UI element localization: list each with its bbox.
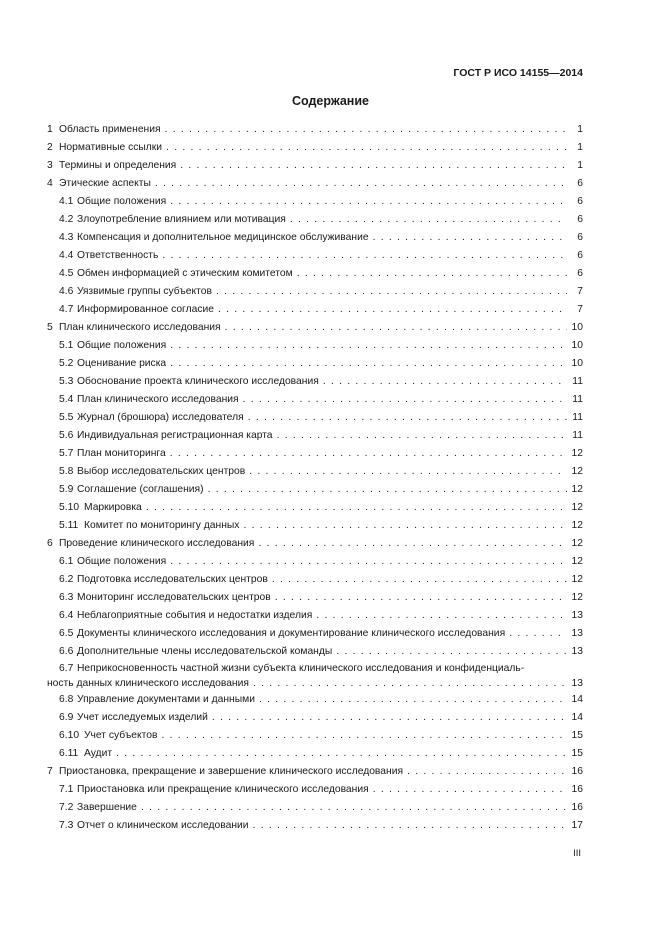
toc-entry-6-9[interactable]: [47, 709, 583, 727]
toc-entry-page: 12: [571, 556, 583, 567]
toc-entry-page: 12: [571, 448, 583, 459]
toc-entry-4-2[interactable]: [47, 211, 583, 229]
toc-entry-6-10[interactable]: [47, 727, 583, 745]
toc-entry-title: Неблагоприятные события и недостатки изделия . . .: [77, 607, 567, 625]
toc-entry-number: 4.3: [59, 232, 74, 243]
toc-entry-page: 16: [571, 802, 583, 813]
toc-entry-title: Дополнительные члены исследовательской команды . . .: [77, 643, 567, 661]
toc-entry-title: Общие положения . . .: [77, 553, 567, 571]
toc-entry-page: 10: [571, 322, 583, 333]
toc-entry-title: Подготовка исследовательских центров . . .: [77, 571, 567, 589]
toc-entry-page: 6: [577, 214, 583, 225]
toc-entry-page: 6: [577, 178, 583, 189]
toc-entry-7[interactable]: [47, 763, 583, 781]
toc-entry-5-2[interactable]: [47, 355, 583, 373]
toc-entry-title: Журнал (брошюра) исследователя . . .: [77, 409, 567, 427]
toc-entry-number: 5.11: [59, 520, 79, 531]
toc-entry-7-2[interactable]: [47, 799, 583, 817]
toc-entry-page: 11: [572, 430, 583, 441]
toc-entry-title: Уязвимые группы субъектов . . .: [77, 283, 567, 301]
toc-entry-title: Общие положения . . .: [77, 337, 567, 355]
toc-entry-page: 16: [571, 766, 583, 777]
toc-entry-number: 1: [47, 124, 53, 135]
document-code: ГОСТ Р ИСО 14155—2014: [453, 67, 583, 79]
toc-entry-5-4[interactable]: [47, 391, 583, 409]
toc-entry-title: План клинического исследования . . .: [77, 391, 567, 409]
toc-entry-page: 7: [577, 304, 583, 315]
toc-entry-number: 5.9: [59, 484, 74, 495]
toc-entry-number: 6.4: [59, 610, 74, 621]
toc-entry-title: Нормативные ссылки . . .: [59, 139, 567, 157]
toc-entry-number: 6.3: [59, 592, 74, 603]
toc-entry-title-line1: Неприкосновенность частной жизни субъекта клинического исследования и конфиденциаль-: [77, 663, 525, 674]
toc-entry-number: 7.2: [59, 802, 74, 813]
toc-entry-title: Термины и определения . . .: [59, 157, 567, 175]
toc-entry-5-11[interactable]: [47, 517, 583, 535]
toc-entry-page: 12: [571, 574, 583, 585]
toc-entry-number: 5: [47, 322, 53, 333]
toc-entry-title: План клинического исследования . . .: [59, 319, 567, 337]
toc-entry-4-6[interactable]: [47, 283, 583, 301]
toc-entry-title: Выбор исследовательских центров . . .: [77, 463, 567, 481]
toc-entry-page: 10: [571, 340, 583, 351]
toc-entry-4[interactable]: [47, 175, 583, 193]
toc-entry-6-4[interactable]: [47, 607, 583, 625]
toc-entry-page: 6: [577, 250, 583, 261]
toc-entry-5-1[interactable]: [47, 337, 583, 355]
toc-entry-number: 6.1: [59, 556, 74, 567]
toc-entry-number: 4.2: [59, 214, 74, 225]
toc-entry-title: Обоснование проекта клинического исследования . . .: [77, 373, 567, 391]
toc-entry-6-5[interactable]: [47, 625, 583, 643]
toc-entry-7-1[interactable]: [47, 781, 583, 799]
toc-entry-number: 7.3: [59, 820, 74, 831]
toc-entry-title: План мониторинга . . .: [77, 445, 567, 463]
toc-entry-page: 12: [571, 466, 583, 477]
toc-entry-title: Индивидуальная регистрационная карта . . .: [77, 427, 567, 445]
toc-entry-number: 5.8: [59, 466, 74, 477]
toc-entry-title: Оценивание риска . . .: [77, 355, 567, 373]
toc-entry-title: Комитет по мониторингу данных . . .: [84, 517, 567, 535]
toc-entry-4-4[interactable]: [47, 247, 583, 265]
toc-entry-1[interactable]: [47, 121, 583, 139]
toc-entry-title: Общие положения . . .: [77, 193, 567, 211]
toc-entry-number: 3: [47, 160, 53, 171]
toc-entry-5-10[interactable]: [47, 499, 583, 517]
toc-entry-page: 1: [577, 160, 583, 171]
toc-title: Содержание: [291, 94, 369, 108]
toc-entry-title: Завершение . . .: [77, 799, 567, 817]
toc-entry-3[interactable]: [47, 157, 583, 175]
toc-entry-page: 12: [571, 538, 583, 549]
toc-entry-2[interactable]: [47, 139, 583, 157]
toc-entry-title: Маркировка . . .: [84, 499, 567, 517]
toc-entry-title: Компенсация и дополнительное медицинское обслуживание . . .: [77, 229, 567, 247]
toc-entry-title: Аудит . . .: [84, 745, 567, 763]
toc-entry-6-2[interactable]: [47, 571, 583, 589]
toc-entry-page: 11: [572, 394, 583, 405]
toc-entry-title: ность данных клинического исследования . . .: [47, 676, 567, 691]
toc-entry-number: 6.9: [59, 712, 74, 723]
toc-entry-page: 11: [572, 412, 583, 423]
toc-entry-5-9[interactable]: [47, 481, 583, 499]
toc-entry-page: 6: [577, 196, 583, 207]
toc-entry-page: 13: [571, 628, 583, 639]
toc-entry-number: 5.10: [59, 502, 80, 513]
toc-entry-number: 5.4: [59, 394, 74, 405]
page-number: III: [573, 848, 581, 859]
toc-entry-page: 12: [571, 502, 583, 513]
toc-entry-title: Отчет о клиническом исследовании . . .: [77, 817, 567, 835]
toc-entry-page: 1: [577, 142, 583, 153]
toc-entry-title: Документы клинического исследования и документирование клинического исследования . . .: [77, 625, 567, 643]
toc-entry-number: 6.6: [59, 646, 74, 657]
toc-entry-number: 6: [47, 538, 53, 549]
toc-entry-title: Управление документами и данными . . .: [77, 691, 567, 709]
toc-entry-number: 5.6: [59, 430, 74, 441]
toc-entry-title: Информированное согласие . . .: [77, 301, 567, 319]
toc-entry-6-11[interactable]: [47, 745, 583, 763]
toc-entry-number: 5.3: [59, 376, 74, 387]
toc-entry-title: Приостановка, прекращение и завершение клинического исследования . . .: [59, 763, 567, 781]
toc-entry-page: 15: [571, 730, 583, 741]
toc-entry-number: 6.8: [59, 694, 74, 705]
toc-entry-6-8[interactable]: [47, 691, 583, 709]
toc-entry-title: Учет исследуемых изделий . . .: [77, 709, 567, 727]
toc-entry-page: 12: [571, 520, 583, 531]
toc-entry-number: 4.6: [59, 286, 74, 297]
toc-entry-5-5[interactable]: [47, 409, 583, 427]
toc-entry-page: 11: [572, 376, 583, 387]
toc-entry-5-8[interactable]: [47, 463, 583, 481]
toc-entry-4-7[interactable]: [47, 301, 583, 319]
toc-entry-4-3[interactable]: [47, 229, 583, 247]
toc-entry-number: 4: [47, 178, 53, 189]
toc-entry-number: 4.7: [59, 304, 74, 315]
toc-entry-page: 14: [571, 694, 583, 705]
toc-entry-6[interactable]: [47, 535, 583, 553]
toc-entry-page: 16: [571, 784, 583, 795]
toc-entry-number: 7.1: [59, 784, 74, 795]
toc-entry-title: Приостановка или прекращение клинического исследования . . .: [77, 781, 567, 799]
toc-entry-title: Обмен информацией с этическим комитетом . . .: [77, 265, 567, 283]
toc-entry-number: 2: [47, 142, 53, 153]
toc-entry-6-3[interactable]: [47, 589, 583, 607]
toc-entry-page: 1: [577, 124, 583, 135]
toc-entry-4-1[interactable]: [47, 193, 583, 211]
toc-entry-page: 15: [571, 748, 583, 759]
toc-entry-5-6[interactable]: [47, 427, 583, 445]
toc-entry-number: 6.7: [59, 663, 74, 674]
toc-entry-number: 5.1: [59, 340, 74, 351]
toc-entry-5[interactable]: [47, 319, 583, 337]
toc-entry-number: 5.7: [59, 448, 74, 459]
toc-entry-title: Учет субъектов . . .: [84, 727, 567, 745]
toc-entry-page: 17: [571, 820, 583, 831]
toc-entry-title: Соглашение (соглашения) . . .: [77, 481, 567, 499]
toc-entry-7-3[interactable]: [47, 817, 583, 835]
toc-entry-title: Злоупотребление влиянием или мотивация . . .: [77, 211, 567, 229]
toc-entry-number: 4.1: [59, 196, 74, 207]
toc-entry-page: 14: [571, 712, 583, 723]
toc-entry-number: 5.5: [59, 412, 74, 423]
toc-entry-title: Область применения . . .: [59, 121, 567, 139]
toc-entry-number: 4.5: [59, 268, 74, 279]
toc-entry-title: Этические аспекты . . .: [59, 175, 567, 193]
toc-entry-title: Мониторинг исследовательских центров . . .: [77, 589, 567, 607]
toc-entry-number: 6.5: [59, 628, 74, 639]
toc-entry-page: 7: [577, 286, 583, 297]
toc-entry-6-6[interactable]: [47, 643, 583, 661]
toc-entry-6-7[interactable]: [47, 661, 583, 691]
toc-entry-number: 7: [47, 766, 53, 777]
toc-entry-number: 6.2: [59, 574, 74, 585]
toc-entry-number: 5.2: [59, 358, 74, 369]
toc-entry-page: 12: [571, 484, 583, 495]
toc-entry-title: Ответственность . . .: [77, 247, 567, 265]
toc-entry-page: 6: [577, 268, 583, 279]
toc-entry-5-3[interactable]: [47, 373, 583, 391]
toc-entry-page: 13: [571, 646, 583, 657]
toc-entry-6-1[interactable]: [47, 553, 583, 571]
toc-entry-page: 12: [571, 592, 583, 603]
toc-entry-page: 13: [571, 678, 583, 689]
toc-entry-number: 6.10: [59, 730, 80, 741]
toc-entry-number: 4.4: [59, 250, 74, 261]
toc-entry-title: Проведение клинического исследования . . .: [59, 535, 567, 553]
toc-entry-number: 6.11: [59, 748, 79, 759]
toc-entry-5-7[interactable]: [47, 445, 583, 463]
toc-entry-page: 6: [577, 232, 583, 243]
toc-entry-page: 10: [571, 358, 583, 369]
toc-entry-page: 13: [571, 610, 583, 621]
toc-entry-4-5[interactable]: [47, 265, 583, 283]
